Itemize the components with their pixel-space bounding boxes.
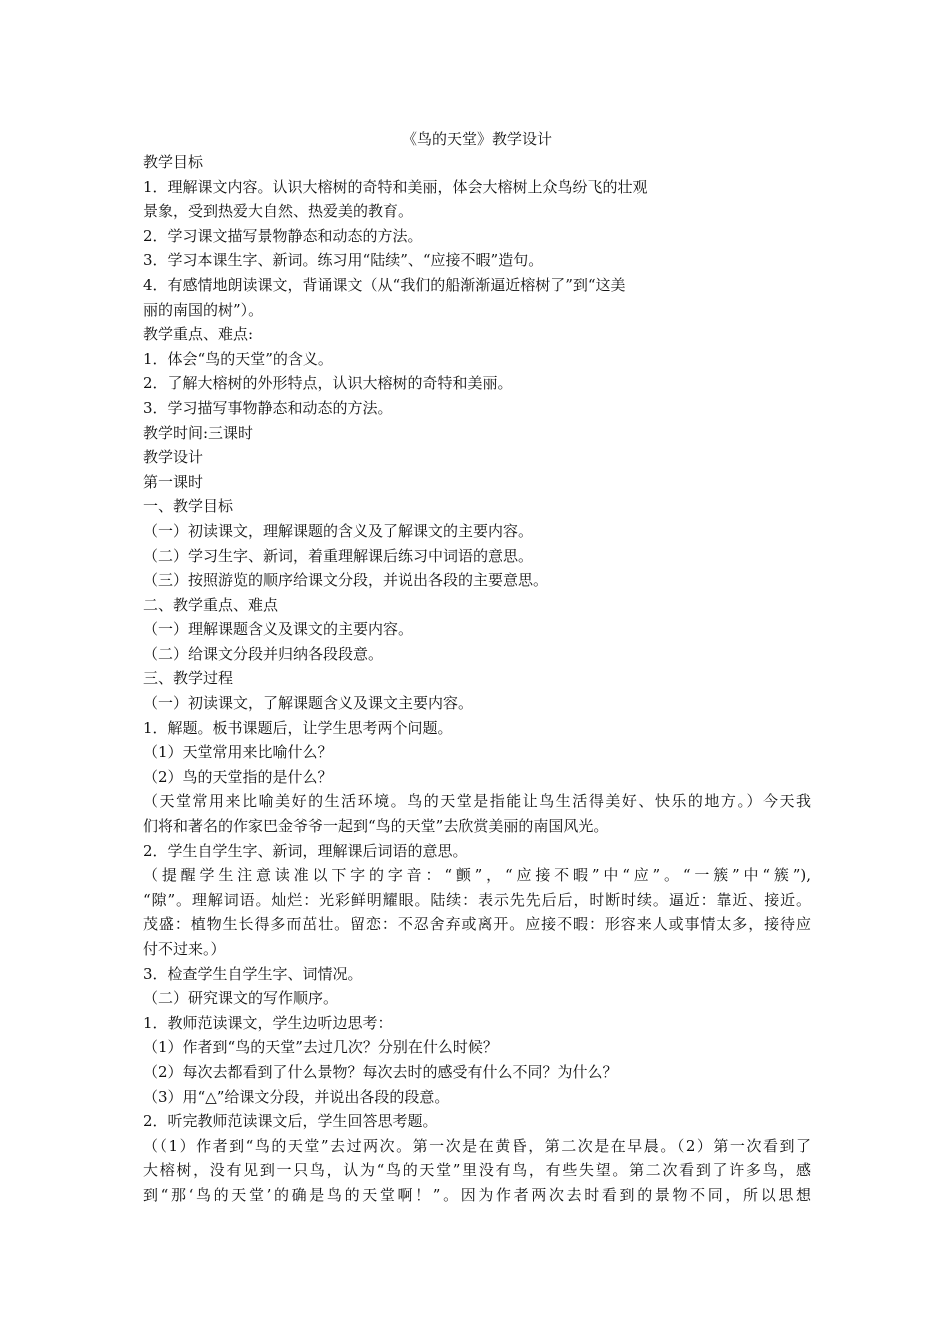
document-title: 《鸟的天堂》教学设计	[401, 130, 552, 148]
text-line: （二）给课文分段并归纳各段段意。	[143, 644, 384, 663]
text-line: （2）每次去都看到了什么景物？每次去时的感受有什么不同？为什么？	[143, 1062, 618, 1081]
document-page	[143, 128, 811, 1208]
text-line: （一）初读课文，了解课题含义及课文主要内容。	[143, 694, 474, 713]
paragraph-line: （提醒学生注意读准以下字的字音：“颤”，“应接不暇”中“应”。“一簇”中“簇”),	[143, 866, 811, 885]
text-line: （二）研究课文的写作顺序。	[143, 989, 339, 1008]
text-line: 1．体会“鸟的天堂”的含义。	[143, 349, 333, 368]
text-line: （二）学习生字、新词，着重理解课后练习中词语的意思。	[143, 546, 534, 565]
heading-teaching-time: 教学时间:三课时	[143, 423, 254, 442]
paragraph-answers	[143, 1134, 811, 1208]
paragraph-line: 大榕树，没有见到一只鸟，认为“鸟的天堂”里没有鸟，有些失望。第二次看到了许多鸟，感	[143, 1161, 811, 1180]
heading-key-points: 教学重点、难点:	[143, 325, 254, 344]
text-line: 3．检查学生自学生字、词情况。	[143, 964, 363, 983]
section-heading: 三、教学过程	[143, 669, 234, 688]
paragraph-line: 茂盛：植物生长得多而茁壮。留恋：不忍舍弃或离开。应接不暇：形容来人或事情太多，接待应	[143, 915, 811, 934]
text-line: （1）天堂常用来比喻什么？	[143, 743, 333, 762]
heading-teaching-goals: 教学目标	[143, 153, 204, 171]
section-heading: 一、教学目标	[143, 497, 234, 516]
paragraph-line: 付不过来。）	[143, 940, 226, 958]
text-line: 1．理解课文内容。认识大榕树的奇特和美丽，体会大榕树上众鸟纷飞的壮观	[143, 177, 648, 196]
text-line: 1．解题。板书课题后，让学生思考两个问题。	[143, 718, 453, 737]
lines-block-1	[143, 150, 811, 789]
lines-block-2	[143, 962, 811, 1134]
text-line: （1）作者到“鸟的天堂”去过几次？分别在什么时候？	[143, 1038, 498, 1057]
text-line: 景象，受到热爱大自然、热爱美的教育。	[143, 202, 414, 221]
text-line: （3）用“△”给课文分段，并说出各段的段意。	[143, 1087, 450, 1106]
text-line: 2．学生自学生字、新词，理解课后词语的意思。	[143, 841, 468, 860]
text-line: （一）初读课文，理解课题的含义及了解课文的主要内容。	[143, 521, 534, 540]
paragraph-heaven-meaning	[143, 789, 811, 838]
text-line: 4．有感情地朗读课文，背诵课文（从“我们的船渐渐逼近榕树了”到“这美	[143, 275, 626, 294]
text-line: 3．学习描写事物静态和动态的方法。	[143, 398, 393, 417]
section-heading: 二、教学重点、难点	[143, 595, 279, 614]
text-line: 2．了解大榕树的外形特点，认识大榕树的奇特和美丽。	[143, 374, 513, 393]
text-line: 2．学习课文描写景物静态和动态的方法。	[143, 226, 423, 245]
text-line: （2）鸟的天堂指的是什么？	[143, 767, 333, 786]
text-line: 3．学习本课生字、新词。练习用“陆续”、“应接不暇”造句。	[143, 251, 544, 270]
text-line: 丽的南国的树”）。	[143, 300, 264, 319]
paragraph-line: （天堂常用来比喻美好的生活环境。鸟的天堂是指能让鸟生活得美好、快乐的地方。）今天我	[143, 792, 811, 811]
heading-first-lesson: 第一课时	[143, 472, 204, 491]
text-line: 2．听完教师范读课文后，学生回答思考题。	[143, 1112, 438, 1131]
paragraph-line: 到“那‘鸟的天堂’的确是鸟的天堂啊！”。因为作者两次去时看到的景物不同，所以思想	[143, 1185, 811, 1204]
text-line: （一）理解课题含义及课文的主要内容。	[143, 620, 414, 639]
text-line: 1．教师范读课文，学生边听边思考：	[143, 1013, 393, 1032]
text-line: （三）按照游览的顺序给课文分段，并说出各段的主要意思。	[143, 571, 549, 590]
paragraph-vocabulary	[143, 863, 811, 961]
paragraph-line: （（1）作者到“鸟的天堂”去过两次。第一次是在黄昏，第二次是在早晨。（2）第一次看到了	[143, 1136, 811, 1155]
paragraph-line: “隙”。理解词语。灿烂：光彩鲜明耀眼。陆续：表示先先后后，时断时续。逼近：靠近、接近。	[143, 890, 811, 909]
heading-teaching-design: 教学设计	[143, 448, 204, 467]
paragraph-line: 们将和著名的作家巴金爷爷一起到“鸟的天堂”去欣赏美丽的南国风光。	[143, 817, 609, 836]
